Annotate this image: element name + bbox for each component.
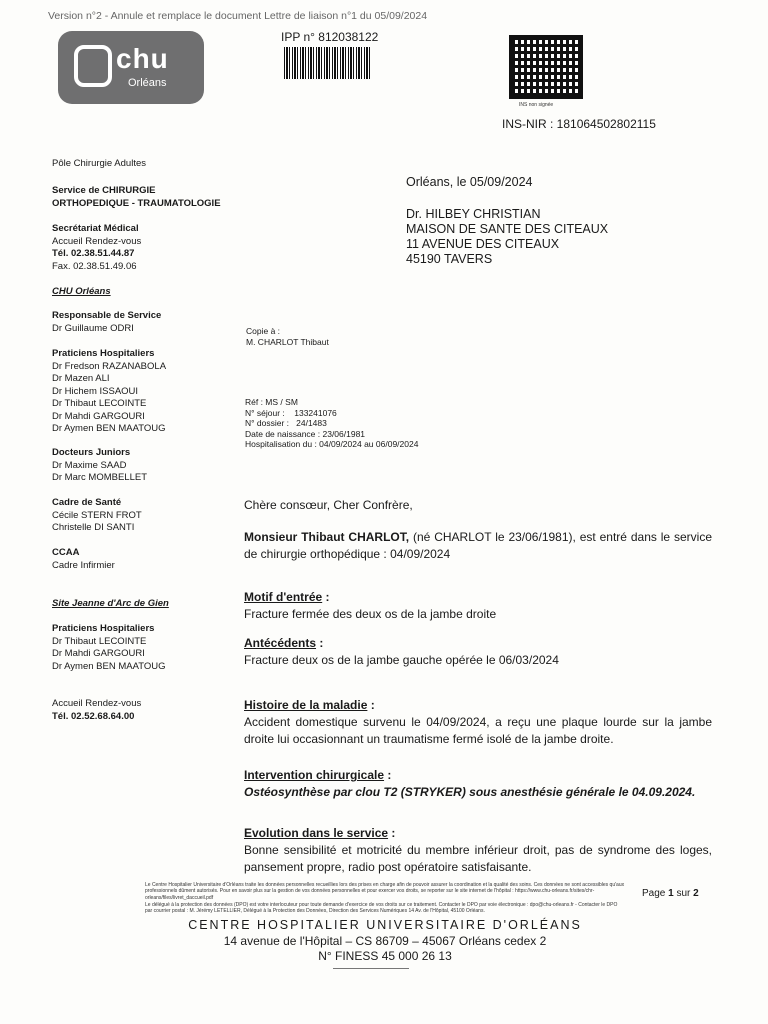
list-item: Cécile STERN FROT (52, 509, 142, 521)
footer-name: CENTRE HOSPITALIER UNIVERSITAIRE D'ORLÉANS (188, 918, 582, 932)
recipient-line: MAISON DE SANTE DES CITEAUX (406, 222, 609, 236)
logo-city: Orléans (128, 77, 167, 89)
service-line-2: ORTHOPEDIQUE - TRAUMATOLOGIE (52, 197, 221, 209)
cadre-title: Cadre de Santé (52, 497, 122, 508)
qr-caption: INS non signée (519, 102, 554, 108)
page-total: 2 (693, 888, 699, 899)
histoire-heading: Histoire de la maladie (244, 698, 368, 712)
refs-block (245, 397, 418, 450)
histoire-section (244, 697, 712, 748)
tel2: Tél. 02.52.68.64.00 (52, 710, 135, 722)
tel: Tél. 02.38.51.44.87 (52, 248, 135, 259)
chu-logo-icon (74, 45, 112, 87)
page-label: Page (642, 888, 669, 899)
praticiens-block (52, 348, 166, 436)
naissance: Date de naissance : 23/06/1981 (245, 428, 366, 439)
praticiens-title: Praticiens Hospitaliers (52, 348, 155, 359)
ins-nir: INS-NIR : 181064502802115 (502, 117, 656, 131)
page-number (642, 888, 699, 899)
responsable-block (52, 310, 161, 335)
antecedents-heading: Antécédents (244, 636, 317, 650)
intervention-section (244, 767, 712, 801)
site-heading: Site Jeanne d'Arc de Gien (52, 598, 169, 609)
evolution-text: Bonne sensibilité et motricité du membre inférieur droit, pas de syndrome des loges, pansement propre, radio post opératoire satisfaisante. (244, 843, 712, 874)
antecedents-text: Fracture deux os de la jambe gauche opérée le 06/03/2024 (244, 653, 559, 667)
service-line-1: Service de CHIRURGIE (52, 185, 156, 196)
list-item: Dr Thibaut LECOINTE (52, 635, 147, 647)
recipient-line: 11 AVENUE DES CITEAUX (406, 237, 560, 251)
evolution-heading: Evolution dans le service (244, 826, 389, 840)
antecedents-colon: : (316, 636, 324, 650)
copy-label: Copie à : (246, 326, 281, 336)
accueil: Accueil Rendez-vous (52, 235, 142, 247)
page-current: 1 (668, 888, 674, 899)
sejour-value: 133241076 (294, 407, 337, 418)
site-praticiens-title: Praticiens Hospitaliers (52, 623, 155, 634)
list-item: Dr Aymen BEN MAATOUG (52, 423, 166, 434)
place-date: Orléans, le 05/09/2024 (406, 175, 533, 189)
list-item: Dr Thibaut LECOINTE (52, 398, 147, 409)
dpo-notice: Le délégué à la protection des données (DPO) est votre interlocuteur pour toute demande d'exercice de vos droits sur ce traitement. Contacter le DPO par voie électronique : dpo@chu-orleans.fr - Contacter le DPO par courrier postal : M. Jérémy LETELLIER, Délégué à la Protection des Données, Direction des Services Numériques 14 Av. de l'Hôpital, 45100 Orléans. (145, 902, 618, 915)
histoire-text: Accident domestique survenu le 04/09/2024, a reçu une plaque lourde sur la jambe droite lui occasionnant un traumatisme fermé isolé de la jambe droite. (244, 715, 712, 746)
footer-finess: N° FINESS 45 000 26 13 (318, 949, 452, 963)
recipient-line: Dr. HILBEY CHRISTIAN (406, 207, 541, 221)
version-line: Version n°2 - Annule et remplace le document Lettre de liaison n°1 du 05/09/2024 (48, 10, 428, 22)
ref: Réf : MS / SM (245, 397, 298, 407)
sejour-label: N° séjour : (245, 407, 285, 418)
ccaa-block (52, 547, 115, 572)
responsable-name: Dr Guillaume ODRI (52, 322, 134, 334)
logo-brand: chu (116, 43, 169, 74)
antecedents-section (244, 635, 712, 669)
accueil2-block (52, 698, 141, 723)
list-item: Dr Hichem ISSAOUI (52, 385, 139, 397)
juniors-block (52, 447, 147, 485)
intervention-text: Ostéosynthèse par clou T2 (STRYKER) sous anesthésie générale le 04.09.2024. (244, 785, 696, 799)
intro-paragraph (244, 529, 712, 563)
page-sep: sur (673, 888, 694, 899)
intervention-colon: : (384, 768, 392, 782)
motif-colon: : (322, 590, 330, 604)
secretariat-block (52, 223, 141, 273)
intro-text: (né CHARLOT le 23/06/1981), est entré dans le service de chirurgie orthopédique : 04/09/2024 (244, 530, 713, 561)
recipient-address (406, 207, 608, 267)
recipient-line: 45190 TAVERS (406, 252, 493, 266)
motif-text: Fracture fermée des deux os de la jambe droite (244, 607, 497, 621)
footer-divider (333, 968, 409, 969)
chu-logo (58, 31, 204, 104)
list-item: Dr Mazen ALI (52, 373, 110, 384)
pole: Pôle Chirurgie Adultes (52, 158, 146, 169)
evolution-section (244, 825, 712, 876)
privacy-notice: Le Centre Hospitalier Universitaire d'Orléans traite les données personnelles recueillies lors des prises en charge afin de pouvoir assurer la coordination et la qualité des soins. Ces données ne sont accessibles qu'aux professionnels dûment autorisés. Pour en savoir plus sur la gestion de vos données personnelles et pour exercer vos droits, se reporter sur le site internet de l'hôpital : https://www.chu-orleans.fr/sites/chr-orleans/files/livret_daccueil.pdf (145, 882, 625, 901)
footer-address: 14 avenue de l'Hôpital – CS 86709 – 45067 Orléans cedex 2 (223, 934, 547, 948)
barcode-icon (284, 47, 370, 79)
dossier-label: N° dossier : (245, 418, 290, 428)
motif-heading: Motif d'entrée (244, 590, 323, 604)
histoire-colon: : (367, 698, 375, 712)
accueil2: Accueil Rendez-vous (52, 698, 142, 709)
list-item: Dr Fredson RAZANABOLA (52, 360, 167, 372)
hospitalisation: Hospitalisation du : 04/09/2024 au 06/09/2024 (245, 439, 419, 449)
motif-section (244, 589, 712, 623)
copy-name: M. CHARLOT Thibaut (246, 336, 329, 347)
list-item: Christelle DI SANTI (52, 522, 135, 533)
juniors-title: Docteurs Juniors (52, 447, 131, 458)
patient-name: Monsieur Thibaut CHARLOT, (244, 530, 410, 544)
chu-orleans-heading: CHU Orléans (52, 286, 111, 297)
intervention-heading: Intervention chirurgicale (244, 768, 385, 782)
list-item: Dr Aymen BEN MAATOUG (52, 660, 166, 672)
greeting: Chère consœur, Cher Confrère, (244, 498, 413, 512)
evolution-colon: : (388, 826, 396, 840)
ipp-number: IPP n° 812038122 (281, 30, 379, 44)
ccaa-title: CCAA (52, 547, 80, 558)
list-item: Dr Mahdi GARGOURI (52, 648, 145, 659)
fax: Fax. 02.38.51.49.06 (52, 260, 137, 272)
list-item: Dr Marc MOMBELLET (52, 472, 148, 483)
ccaa-value: Cadre Infirmier (52, 559, 115, 571)
cadre-block (52, 497, 142, 535)
responsable-title: Responsable de Service (52, 310, 162, 321)
qr-code-icon (509, 35, 583, 99)
secretariat-title: Secrétariat Médical (52, 223, 139, 234)
list-item: Dr Maxime SAAD (52, 459, 127, 471)
copy-block (246, 326, 329, 347)
dossier-value: 24/1483 (296, 418, 327, 428)
list-item: Dr Mahdi GARGOURI (52, 410, 145, 422)
site-praticiens-block (52, 623, 166, 673)
service-block (52, 185, 221, 210)
